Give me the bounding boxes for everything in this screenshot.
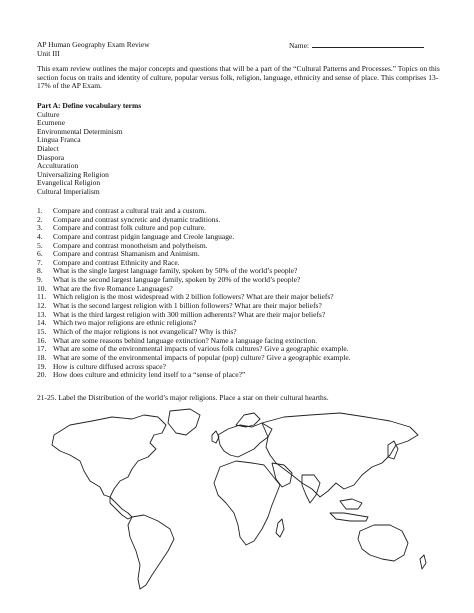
question-number: 7. bbox=[37, 257, 43, 267]
part-a-section bbox=[37, 101, 141, 196]
world-outline-map bbox=[40, 405, 432, 595]
question-number: 20. bbox=[37, 370, 47, 380]
question-text: What is the second largest religion with 1 billion followers? What are their major beliefs? bbox=[53, 301, 322, 311]
vocab-term: Dialect bbox=[37, 143, 59, 153]
question-number: 2. bbox=[37, 214, 43, 224]
question-number: 3. bbox=[37, 223, 43, 233]
greenland-outline bbox=[168, 409, 200, 435]
question-text: Compare and contrast a cultural trait and a custom. bbox=[53, 206, 207, 215]
name-blank-line bbox=[312, 40, 424, 48]
question-text: What are the five Romance Languages? bbox=[53, 283, 173, 293]
question-item bbox=[37, 232, 351, 241]
arabia-outline bbox=[272, 463, 292, 487]
indonesia-outline bbox=[330, 513, 368, 521]
question-item bbox=[37, 215, 351, 224]
southeast-asia-islands-outline bbox=[340, 499, 362, 509]
question-number: 8. bbox=[37, 266, 43, 276]
question-item bbox=[37, 241, 351, 250]
vocab-term: Diaspora bbox=[37, 152, 65, 162]
question-number: 9. bbox=[37, 275, 43, 285]
vocab-term: Cultural Imperialism bbox=[37, 186, 100, 196]
question-text: Compare and contrast syncretic and dynamic traditions. bbox=[53, 214, 221, 224]
africa-outline bbox=[214, 461, 280, 545]
question-text: What is the single largest language family, spoken by 50% of the world’s people? bbox=[53, 266, 298, 276]
question-text: What is the third largest religion with 300 million adherents? What are their major beliefs? bbox=[53, 309, 326, 319]
question-item bbox=[37, 206, 351, 215]
madagascar-outline bbox=[276, 519, 284, 537]
vocab-term: Acculturation bbox=[37, 161, 79, 171]
south-america-outline bbox=[128, 515, 174, 589]
india-outline bbox=[302, 475, 320, 503]
question-text: Which religion is the most widespread with 2 billion followers? What are their major beliefs? bbox=[53, 292, 334, 302]
new-zealand-outline bbox=[420, 555, 426, 569]
question-number: 6. bbox=[37, 249, 43, 259]
vocab-term: Universalizing Religion bbox=[37, 169, 109, 179]
north-america-outline bbox=[52, 415, 166, 497]
question-number: 4. bbox=[37, 231, 43, 241]
question-number: 17. bbox=[37, 344, 47, 354]
question-text: How does culture and ethnicity lend itself to a “sense of place?” bbox=[53, 370, 246, 380]
question-text: Which of the major religions is not evangelical? Why is this? bbox=[53, 326, 237, 336]
question-number: 14. bbox=[37, 318, 47, 328]
name-field bbox=[289, 40, 424, 50]
question-text: Compare and contrast Ethnicity and Race. bbox=[53, 257, 180, 267]
question-text: Compare and contrast pidgin language and Creole language. bbox=[53, 231, 235, 241]
map-instruction: 21-25. Label the Distribution of the world’s major religions. Place a star on their cultural hearths. bbox=[37, 393, 329, 402]
question-text: What are some of the environmental impacts of popular (pop) culture? Give a geographic example. bbox=[53, 352, 351, 362]
question-item bbox=[37, 310, 351, 319]
question-item bbox=[37, 258, 351, 267]
question-text: Compare and contrast Shamanism and Animism. bbox=[53, 249, 200, 259]
question-item bbox=[37, 223, 351, 232]
question-text: What are some of the environmental impacts of various folk cultures? Give a geographic example. bbox=[53, 344, 349, 354]
intro-paragraph: This exam review outlines the major concepts and questions that will be a part of the “Cultural Patterns and Processes.” Topics on this section focus on traits and identity of culture, popular versus folk, religion, language, ethnicity and sense of place. This comprises 13-17% of the AP Exam. bbox=[37, 64, 440, 91]
question-number: 12. bbox=[37, 301, 47, 311]
question-number: 10. bbox=[37, 283, 47, 293]
vocab-term: Environmental Determinism bbox=[37, 126, 123, 136]
name-label: Name: bbox=[289, 41, 309, 50]
question-text: Compare and contrast monotheism and polytheism. bbox=[53, 240, 208, 250]
question-text: What are some reasons behind language extinction? Name a language facing extinction. bbox=[53, 335, 318, 345]
vocab-list bbox=[37, 110, 141, 196]
question-item bbox=[37, 284, 351, 293]
vocab-term: Culture bbox=[37, 109, 60, 119]
question-item bbox=[37, 327, 351, 336]
question-text: What is the second largest language family, spoken by 20% of the world’s people? bbox=[53, 275, 301, 285]
vocab-term: Lingua Franca bbox=[37, 135, 81, 145]
question-text: Which two major religions are ethnic religions? bbox=[53, 318, 197, 328]
question-number: 5. bbox=[37, 240, 43, 250]
question-text: Compare and contrast folk culture and pop culture. bbox=[53, 223, 206, 233]
question-item bbox=[37, 275, 351, 284]
question-number: 11. bbox=[37, 292, 47, 302]
central-america-outline bbox=[110, 497, 132, 519]
question-item bbox=[37, 362, 351, 371]
question-item bbox=[37, 336, 351, 345]
question-number: 15. bbox=[37, 326, 47, 336]
question-item bbox=[37, 301, 351, 310]
unit-label: Unit III bbox=[37, 48, 60, 58]
question-text: How is culture diffused across space? bbox=[53, 361, 166, 371]
part-a-title: Part A: Define vocabulary terms bbox=[37, 101, 142, 110]
header-left bbox=[37, 40, 150, 57]
question-number: 19. bbox=[37, 361, 47, 371]
vocab-term: Evangelical Religion bbox=[37, 178, 101, 188]
question-item bbox=[37, 353, 351, 362]
vocab-term: Ecumene bbox=[37, 118, 65, 128]
world-map-svg bbox=[40, 405, 432, 595]
question-item bbox=[37, 292, 351, 301]
asia-outline bbox=[262, 413, 418, 497]
document-title: AP Human Geography Exam Review bbox=[37, 40, 150, 49]
question-number: 13. bbox=[37, 309, 47, 319]
question-number: 1. bbox=[37, 206, 43, 215]
question-item bbox=[37, 249, 351, 258]
australia-outline bbox=[358, 525, 408, 561]
question-item bbox=[37, 318, 351, 327]
question-item bbox=[37, 370, 351, 379]
question-item bbox=[37, 266, 351, 275]
question-number: 18. bbox=[37, 352, 47, 362]
question-list bbox=[37, 206, 351, 379]
question-item bbox=[37, 344, 351, 353]
question-number: 16. bbox=[37, 335, 47, 345]
